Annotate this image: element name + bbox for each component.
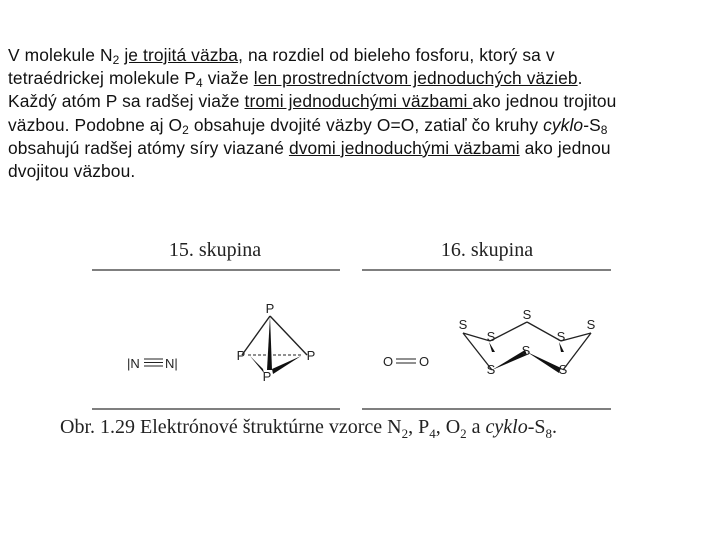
text-segment: obsahuje dvojité väzby O=O, zatiaľ čo kruhy bbox=[188, 114, 544, 135]
group-15-title: 15. skupina bbox=[168, 239, 262, 261]
n2-right-atom: N| bbox=[165, 356, 178, 371]
underlined-phrase: len prostredníctvom jednoduchých väzieb bbox=[253, 68, 578, 89]
text-segment: V molekule N bbox=[8, 45, 113, 65]
s8-atom-7: S bbox=[486, 362, 496, 377]
text-segment: , na rozdiel od bieleho fosforu, ktorý sa v bbox=[238, 45, 555, 65]
text-segment: ako jednou bbox=[519, 137, 611, 158]
p4-atom-top: P bbox=[265, 301, 275, 316]
n2-structure bbox=[127, 356, 178, 371]
s8-atom-2: S bbox=[522, 307, 532, 322]
s8-atom-8: S bbox=[558, 362, 568, 377]
group-16-title: 16. skupina bbox=[440, 239, 534, 261]
o2-left-atom: O bbox=[382, 354, 394, 369]
subscript: 4 bbox=[195, 76, 203, 91]
subscript: 2 bbox=[112, 53, 120, 67]
underlined-phrase: tromi jednoduchými väzbami bbox=[244, 91, 473, 112]
text-segment: väzbou. Podobne aj O bbox=[8, 114, 183, 135]
italic-phrase: cyklo bbox=[543, 114, 584, 135]
underlined-phrase: dvomi jednoduchými väzbami bbox=[288, 137, 520, 158]
s8-atom-5: S bbox=[556, 329, 566, 344]
p4-atom-right: P bbox=[306, 348, 316, 363]
text-segment: dvojitou väzbou. bbox=[8, 161, 136, 182]
s8-atom-4: S bbox=[486, 329, 496, 344]
text-segment: viaže bbox=[202, 68, 254, 89]
subscript: 2 bbox=[182, 122, 189, 137]
o2-right-atom: O bbox=[418, 354, 430, 369]
text-segment: Každý atóm P sa radšej viaže bbox=[8, 91, 245, 112]
figure-caption: Obr. 1.29 Elektrónové štruktúrne vzorce $N_2$, $P_4$, $O_2$ a cyklo-$S_8$. bbox=[60, 416, 558, 441]
text-segment: ako jednou trojitou bbox=[472, 91, 617, 112]
p4-structure bbox=[237, 301, 316, 384]
text-segment: obsahujú radšej atómy síry viazané bbox=[8, 137, 289, 158]
p4-atom-left: P bbox=[236, 348, 246, 363]
s8-atom-3: S bbox=[586, 317, 596, 332]
o2-structure bbox=[383, 354, 429, 369]
text-segment: tetraédrickej molekule P bbox=[8, 68, 196, 89]
s8-structure bbox=[459, 307, 596, 377]
n2-left-atom: |N bbox=[127, 356, 140, 371]
s8-atom-6: S bbox=[521, 343, 531, 358]
p4-atom-bottom: P bbox=[262, 369, 272, 384]
s8-atom-1: S bbox=[458, 317, 468, 332]
text-segment: . bbox=[577, 68, 583, 89]
text-segment: -S bbox=[583, 114, 601, 135]
subscript: 8 bbox=[600, 122, 608, 137]
underlined-phrase: je trojitá väzba bbox=[124, 45, 239, 65]
